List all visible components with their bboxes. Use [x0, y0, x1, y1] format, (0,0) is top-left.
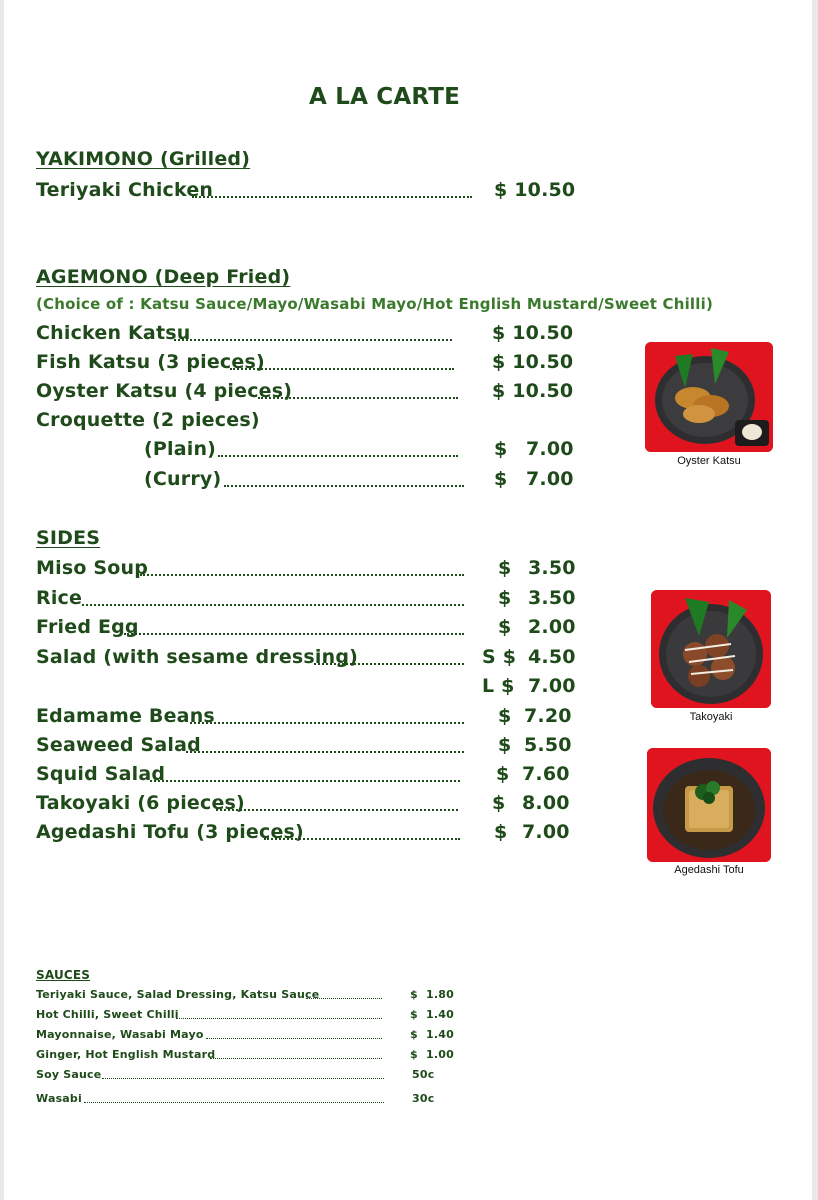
price-amount: 1.40 [426, 1008, 454, 1021]
sauce-name: Mayonnaise, Wasabi Mayo [36, 1028, 204, 1041]
sauce-name: Hot Chilli, Sweet Chilli [36, 1008, 179, 1021]
price-currency: $ [410, 1028, 418, 1041]
section-heading-sauces: SAUCES [36, 968, 91, 982]
price-amount: 1.00 [426, 1048, 454, 1061]
photo-caption: Takoyaki [689, 711, 733, 723]
price-amount: 3.50 [528, 587, 576, 609]
price-currency: $ [498, 705, 512, 727]
dot-leader [230, 368, 454, 370]
menu-item-name: Fish Katsu (3 pieces) [36, 351, 265, 373]
sauce-choice-note: (Choice of : Katsu Sauce/Mayo/Wasabi Mayo/Hot English Mustard/Sweet Chilli) [36, 295, 713, 313]
menu-item-name: Croquette (2 pieces) [36, 409, 260, 431]
agedashi-tofu-photo [647, 748, 771, 862]
menu-item-name: Rice [36, 587, 83, 609]
menu-item-price: $ 10.50 [494, 179, 576, 201]
price-amount: 7.00 [526, 468, 574, 490]
dot-leader [186, 751, 464, 753]
dot-leader [190, 722, 464, 724]
price-amount: 4.50 [528, 646, 576, 668]
price-currency: $ [496, 763, 510, 785]
page-title: A LA CARTE [309, 84, 461, 110]
price-currency: $ [410, 988, 418, 1001]
takoyaki-photo [651, 590, 771, 708]
dot-leader [224, 485, 464, 487]
oyster-katsu-photo [645, 342, 773, 452]
menu-item-name: Takoyaki (6 pieces) [36, 792, 245, 814]
price-currency: $ [410, 1008, 418, 1021]
section-heading-sides: SIDES [36, 527, 101, 549]
dot-leader [206, 1038, 382, 1039]
sauce-name: Soy Sauce [36, 1068, 102, 1081]
sauce-name: Wasabi [36, 1092, 82, 1105]
dot-leader [174, 339, 452, 341]
dot-leader [102, 1078, 384, 1079]
price-amount: 8.00 [522, 792, 570, 814]
dot-leader [176, 1018, 382, 1019]
price-currency: $ [494, 438, 508, 460]
sauce-name: Teriyaki Sauce, Salad Dressing, Katsu Sauce [36, 988, 320, 1001]
price-amount: 1.80 [426, 988, 454, 1001]
menu-page [4, 0, 812, 1200]
price-currency: $ [492, 792, 506, 814]
dot-leader [150, 780, 460, 782]
dot-leader [258, 397, 458, 399]
price-currency: $ [410, 1048, 418, 1061]
dot-leader [192, 196, 472, 198]
price-amount: 50c [412, 1068, 435, 1081]
dot-leader [216, 809, 458, 811]
dot-leader [140, 574, 464, 576]
price-currency: $ [498, 587, 512, 609]
menu-item-name: Edamame Beans [36, 705, 215, 727]
price-currency: S $ [482, 646, 517, 668]
menu-item-price: $ 10.50 [492, 380, 574, 402]
dot-leader [82, 604, 464, 606]
price-currency: $ [494, 468, 508, 490]
price-amount: 7.00 [526, 438, 574, 460]
price-amount: 1.40 [426, 1028, 454, 1041]
menu-item-name: Miso Soup [36, 557, 149, 579]
dot-leader [264, 838, 460, 840]
menu-item-price: $ 10.50 [492, 351, 574, 373]
menu-item-name: Agedashi Tofu (3 pieces) [36, 821, 304, 843]
menu-item-name: Salad (with sesame dressing) [36, 646, 359, 668]
photo-caption: Agedashi Tofu [674, 864, 744, 876]
menu-item-name: Oyster Katsu (4 pieces) [36, 380, 293, 402]
croquette-option-name: (Curry) [144, 468, 222, 490]
dot-leader [84, 1102, 384, 1103]
menu-item-name: Squid Salad [36, 763, 166, 785]
price-currency: $ [498, 616, 512, 638]
menu-item-name: Teriyaki Chicken [36, 179, 214, 201]
section-heading-yakimono: YAKIMONO (Grilled) [36, 148, 251, 170]
sauce-name: Ginger, Hot English Mustard [36, 1048, 216, 1061]
photo-caption: Oyster Katsu [677, 455, 741, 467]
price-currency: L $ [482, 675, 515, 697]
price-amount: 5.50 [524, 734, 572, 756]
price-amount: 3.50 [528, 557, 576, 579]
dot-leader [314, 663, 464, 665]
menu-content [4, 0, 812, 1200]
menu-item-name: Seaweed Salad [36, 734, 201, 756]
dot-leader [306, 998, 382, 999]
price-currency: $ [498, 557, 512, 579]
price-currency: $ [498, 734, 512, 756]
price-amount: 7.20 [524, 705, 572, 727]
price-amount: 30c [412, 1092, 435, 1105]
menu-item-price: $ 10.50 [492, 322, 574, 344]
price-amount: 7.00 [522, 821, 570, 843]
menu-item-name: Fried Egg [36, 616, 139, 638]
dot-leader [210, 1058, 382, 1059]
section-heading-agemono: AGEMONO (Deep Fried) [36, 266, 291, 288]
croquette-option-name: (Plain) [144, 438, 217, 460]
menu-item-name: Chicken Katsu [36, 322, 191, 344]
price-amount: 7.60 [522, 763, 570, 785]
dot-leader [218, 455, 458, 457]
dot-leader [124, 633, 464, 635]
price-currency: $ [494, 821, 508, 843]
price-amount: 7.00 [528, 675, 576, 697]
price-amount: 2.00 [528, 616, 576, 638]
